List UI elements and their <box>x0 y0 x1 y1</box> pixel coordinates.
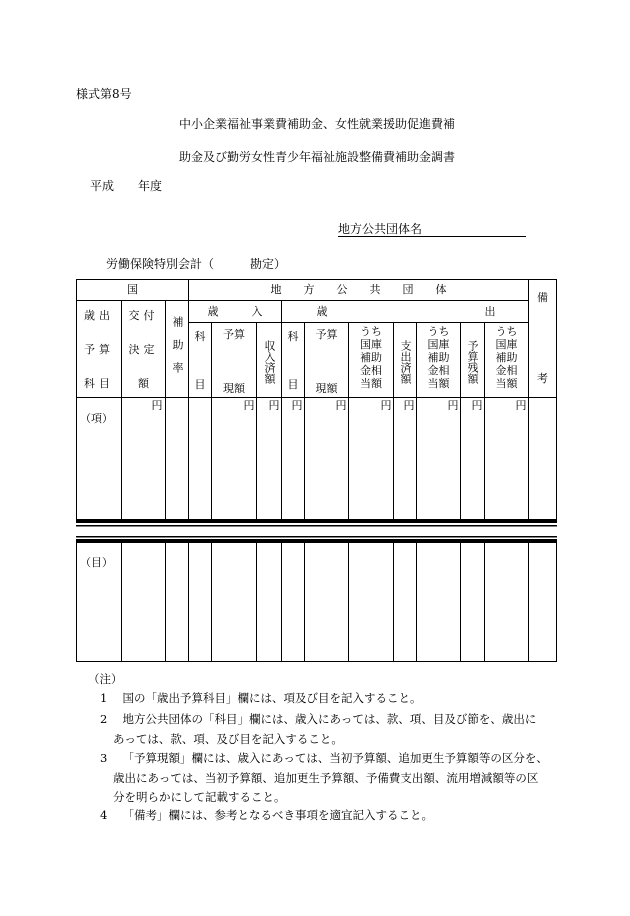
col-genga-exp: 現額 <box>315 382 338 395</box>
col-kofu-3: 額 <box>138 377 149 390</box>
note-1: 1 国の「歳出予算科目」欄には、項及び目を記入すること。 <box>100 691 422 705</box>
header-saishutsu-a: 歳 <box>316 305 328 318</box>
col-shunyu: 収入済額 <box>263 340 276 384</box>
org-name-label: 地方公共団体名 <box>338 222 423 236</box>
col-uchi-exp <box>417 325 460 390</box>
yen-ka-exp: 円 <box>291 399 303 412</box>
header-chiho: 地 方 公 共 団 体 <box>270 283 447 296</box>
uchi-1: うち <box>360 325 382 338</box>
uchi-1: うち <box>495 325 518 338</box>
uchi-2: 国庫 <box>360 338 382 351</box>
header-biko: 備 <box>537 291 548 304</box>
yen-shunyu: 円 <box>268 399 280 412</box>
account-label: 労働保険特別会計（ 勘定） <box>106 257 287 271</box>
header-sainyu: 歳 入 <box>207 305 263 318</box>
col-kamoku-2: 予算 <box>84 343 114 356</box>
col-zangaku: 予算残額 <box>466 340 479 384</box>
uchi-4: 金相 <box>427 364 450 377</box>
note-4: 4 「備考」欄には、参考となるべき事項を適宜記入すること。 <box>100 808 433 822</box>
col-yosan-exp: 予算 <box>315 328 338 341</box>
col-uchi-rev <box>349 325 393 390</box>
yen-uchi-rev: 円 <box>380 399 392 412</box>
yen-uchi-zan: 円 <box>515 399 527 412</box>
notes-heading: （注） <box>88 672 123 686</box>
uchi-1: うち <box>427 325 450 338</box>
title-line-1: 中小企業福祉事業費補助金、女性就業援助促進費補 <box>179 117 456 131</box>
uchi-5: 当額 <box>427 377 450 390</box>
yen-yosan-rev: 円 <box>243 399 255 412</box>
col-kofu-2: 決定 <box>128 343 159 356</box>
col-yosan-rev: 予算 <box>223 328 245 341</box>
col-hojo: 補助率 <box>171 315 184 385</box>
uchi-2: 国庫 <box>495 338 518 351</box>
col-shishutsu: 支出済額 <box>399 340 412 384</box>
yen-yosan-exp: 円 <box>335 399 347 412</box>
row-moku: （目） <box>80 556 113 569</box>
uchi-2: 国庫 <box>427 338 450 351</box>
note-2b: あっては、款、項、及び目を記入すること。 <box>113 732 343 746</box>
col-kamoku-1: 歳出 <box>84 309 114 322</box>
uchi-4: 金相 <box>495 364 518 377</box>
uchi-3: 補助 <box>360 351 382 364</box>
yen-kofu: 円 <box>151 399 163 412</box>
yen-zangaku: 円 <box>471 399 483 412</box>
col-ka-exp: 科 <box>287 330 299 343</box>
col-kamoku-3: 科目 <box>84 377 114 390</box>
header-biko-2: 考 <box>537 372 548 385</box>
yen-uchi-exp: 円 <box>447 399 459 412</box>
col-uchi-zan <box>485 325 528 390</box>
note-3a: 3 「予算現額」欄には、歳入にあっては、当初予算額、追加更生予算額等の区分を、 <box>100 751 548 765</box>
uchi-5: 当額 <box>360 377 382 390</box>
col-kofu-1: 交付 <box>128 309 159 322</box>
uchi-3: 補助 <box>495 351 518 364</box>
uchi-3: 補助 <box>427 351 450 364</box>
title-line-2: 助金及び勤労女性青少年福祉施設整備費補助金調書 <box>179 150 456 164</box>
fiscal-year: 平成 年度 <box>90 179 163 193</box>
header-saishutsu-b: 出 <box>484 305 496 318</box>
form-number: 様式第8号 <box>76 87 132 101</box>
col-ka-rev: 科 <box>194 330 206 343</box>
note-3c: 分を明らかにして記載すること。 <box>113 790 286 804</box>
yen-shishutsu: 円 <box>403 399 415 412</box>
uchi-5: 当額 <box>495 377 518 390</box>
uchi-4: 金相 <box>360 364 382 377</box>
note-2a: 2 地方公共団体の「科目」欄には、歳入にあっては、款、項、目及び節を、歳出に <box>100 712 537 726</box>
col-me-rev: 目 <box>194 378 206 391</box>
header-kuni: 国 <box>127 283 138 296</box>
col-genga-rev: 現額 <box>223 382 245 395</box>
note-3b: 歳出にあっては、当初予算額、追加更生予算額、予備費支出額、流用増減額等の区 <box>113 771 539 785</box>
col-me-exp: 目 <box>287 378 299 391</box>
row-kou: （項） <box>80 412 113 425</box>
